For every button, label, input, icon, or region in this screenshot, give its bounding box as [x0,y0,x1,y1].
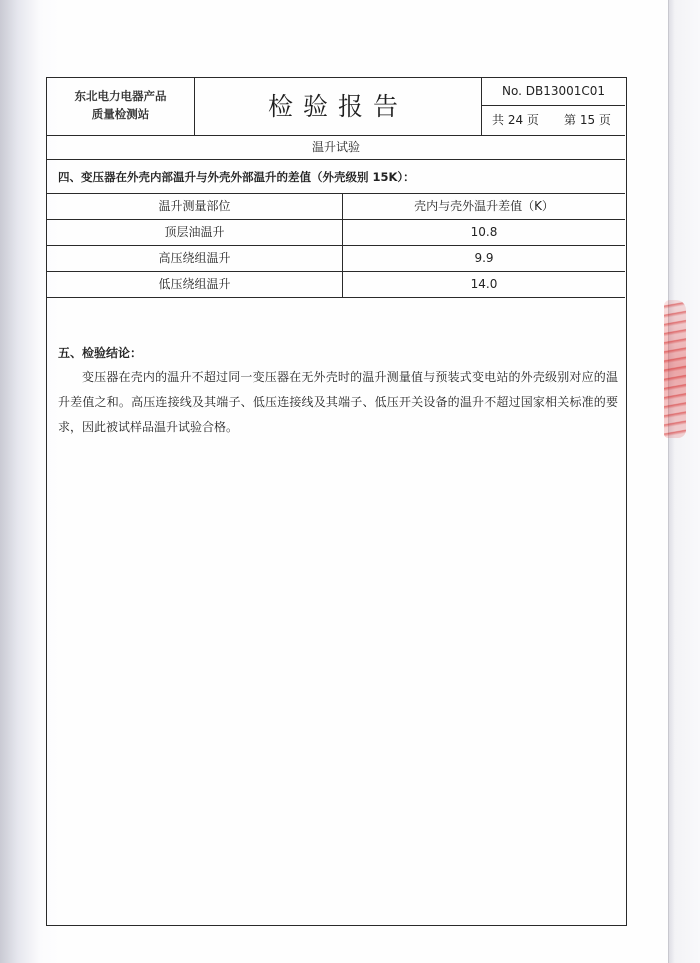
organization-line-1: 东北电力电器产品 [74,89,167,103]
total-pages: 共 24 页 [492,113,539,127]
section-title: 温升试验 [47,136,625,160]
report-info [481,78,625,135]
temperature-rise-table [47,193,625,298]
report-header [47,78,625,136]
table-row [47,246,625,272]
table-subtitle: 四、变压器在外壳内部温升与外壳外部温升的差值（外壳级别 15K）： [58,170,415,184]
row-part: 低压绕组温升 [47,272,343,297]
report-title: 检验报告 [267,92,408,121]
organization-name [47,78,195,135]
report-number: No. DB13001C01 [482,78,625,106]
row-value: 14.0 [470,277,498,291]
row-part: 高压绕组温升 [47,246,343,271]
row-value: 9.9 [474,251,494,265]
conclusion-text: 变压器在壳内的温升不超过同一变压器在无外壳时的温升测量值与预装式变电站的外壳级别对应的温升差值之和。高压连接线及其端子、低压连接线及其端子、低压开关设备的温升不超过国家相关标准的要求，因此被试样品温升试验合格。 [58,370,618,434]
page-edge [668,0,700,963]
report-frame [46,77,627,926]
red-seal-stamp-icon [664,300,686,438]
table-header-row [47,194,625,220]
column-header-part: 温升测量部位 [47,194,343,219]
current-page: 第 15 页 [564,113,611,127]
table-row [47,220,625,246]
row-value: 10.8 [470,225,498,239]
organization-line-2: 质量检测站 [91,107,150,121]
table-row [47,272,625,298]
column-header-difference: 壳内与壳外温升差值（K） [414,199,554,213]
page-info [482,106,625,135]
row-part: 顶层油温升 [47,220,343,245]
conclusion-title: 五、检验结论： [58,346,143,360]
